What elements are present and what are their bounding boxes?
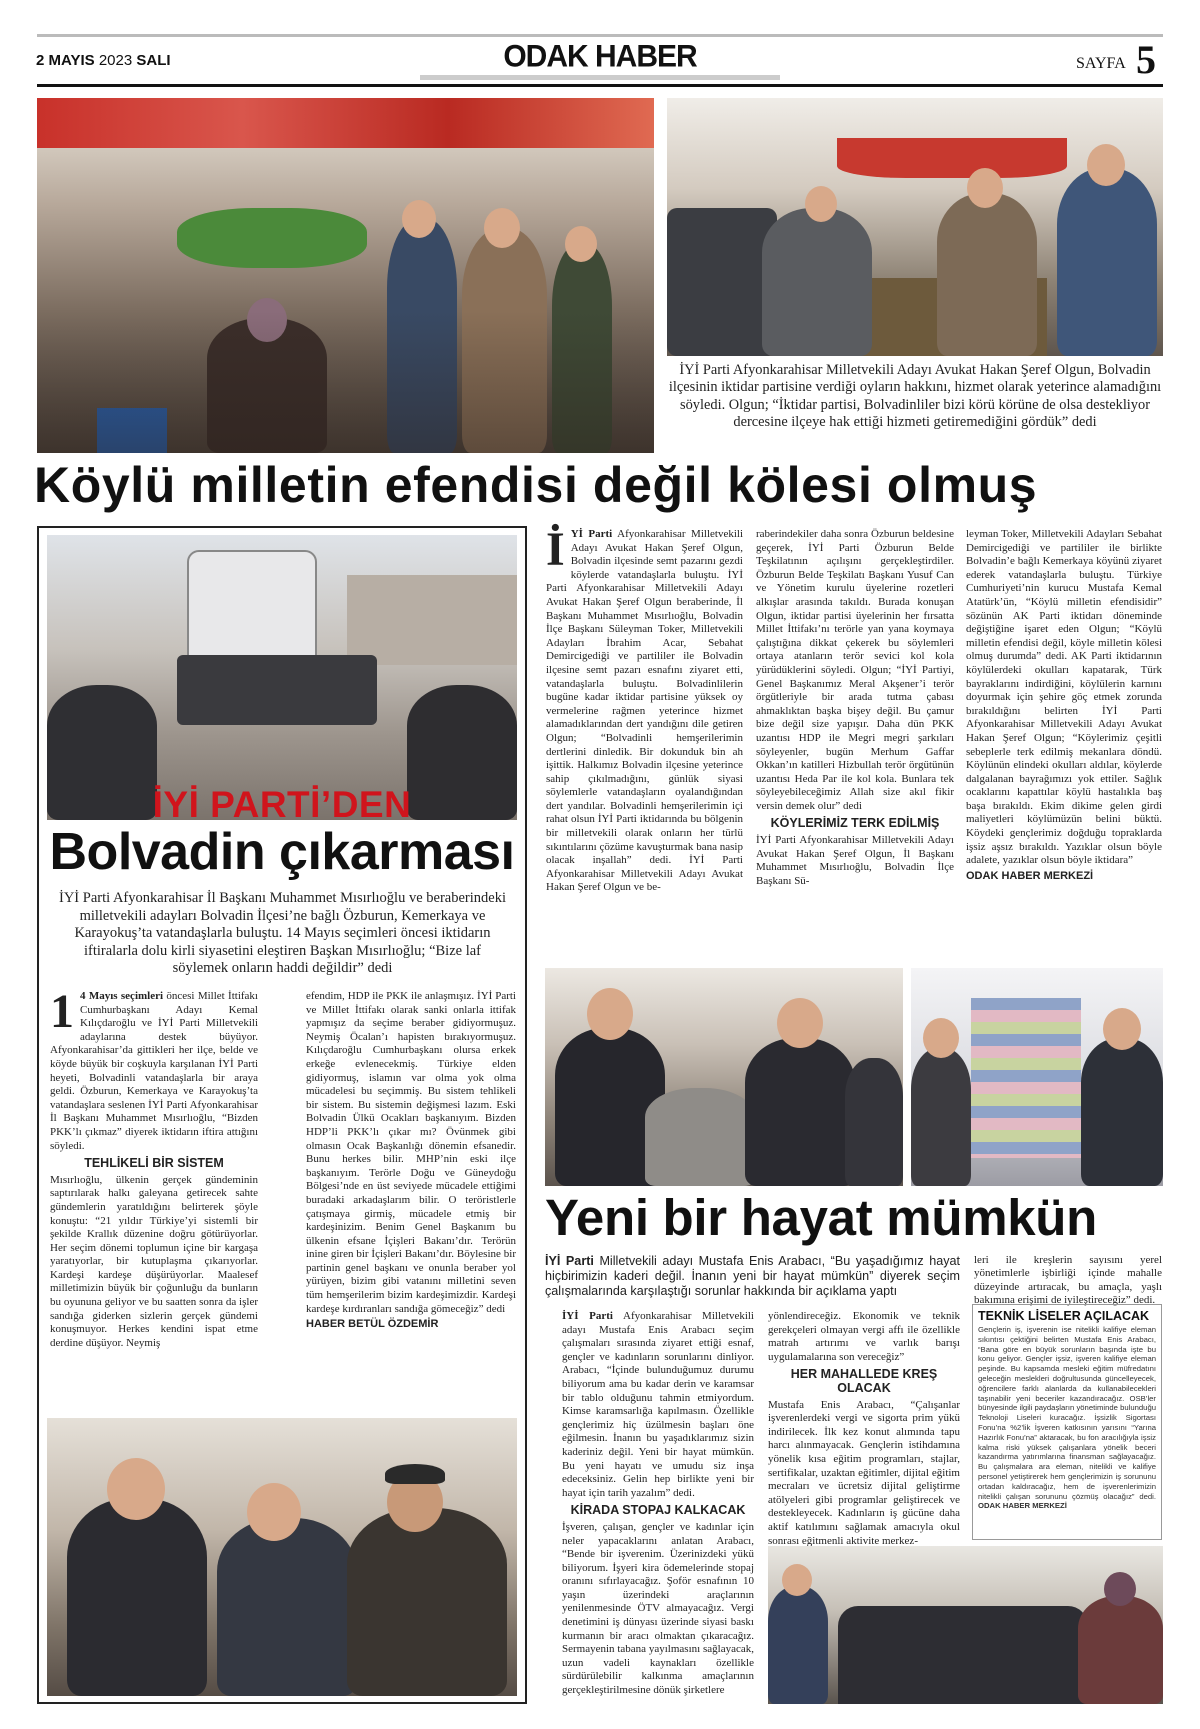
mid-col3-p1: leyman Toker, Milletvekili Adayları Sebahat Demircigediği ve partililer ile birlikte Bolvadin’e bağlı Kemerkaya köyünü ziyaret ederek vatandaşlarla buluştu. Türkiye Cumhuriyeti’nin kurucu Mustafa Kemal Atatürk’ün, “Köylü milletin efendisidir” sözünün AK Parti iktidarı döneminde değiştiğine işaret eden Olgun; “Köylü milletin efendisi değil, köyle milletin kölesi olmuş durumda” dedi. AK Parti iktidarının köylülerdeki okulları kapatarak, Türk bayraklarını indirdiğini, köylülerin karnını doyurmak için şehire göç etmek zorunda bırakıldığını belirten İYİ Parti Afyonkarahisar Milletvekili Adayı Avukat Hakan Şeref Olgun; “Köylerimiz çeşitli sebeplerle terk edilmiş mekanlara döndü. Köylünün elindeki okulları aldılar, köylerde dalgalanan bayrağımızı yok ettiler. Sağlık ocaklarını kapattılar köylü hastalıkla baş başa bırakıldı. Ekim dikime gelen girdi maliyetleri köylümüzün belini büktü. Köydeki gençlerimiz doğduğu topraklarda işsiz aşsız bırakıldı. Yazıklar olsun böyle adalete, yazıklar olsun böyle iktidara” [966, 528, 1162, 867]
building [347, 575, 517, 665]
mid-col-3 [966, 528, 1162, 958]
page-number: 5 [1136, 37, 1156, 82]
box-text: Gençlerin iş, işverenin ise nitelikli kalifiye eleman sıkıntısı çektiğini belirten Mustafa Enis Arabacı, “Bana göre en büyük sorunların başında işte bu konu geliyor. Gençler işsiz, işveren kalifiye eleman peşinde. Bu kapsamda mesleki eğitim müfredatını geleceğin meslekleri doğrultusunda güncelleyecek, öğrencilere farklı alanlarda da kullanabilecekleri taşınabilir yeni beceriler kazandıracağız. OSB’ler bünyesinde ilgili paydaşların yönetiminde bulunduğu Teknoloji Liseleri kuracağız. İşsizlik Sigortası Fonu’na %2’lik İşveren katkısının yarısını “Yarına Hazırlık Fonu’na” aktaracak, bu fon aracılığıyla işsiz kalma riski yüksek çalışanlara yönelik beceri kazandırma yatırımlarına finansman sağlayacağız. Bu çalışmalara ara eleman, nitelikli ve kalifiye personel yetiştirerek hem gençlerimizin iş sorununu ortadan kaldıracağız, hem de işverenlerimizin nitelikli çalışan sorununu çözmüş olacağız” dedi. [978, 1325, 1156, 1501]
bottom-lead-text: Milletvekili adayı Mustafa Enis Arabacı, “Bu yaşadığımız hayat hiçbirimizin kaderi değil. İnanın yeni bir hayat mümkün” diyerek seçim çalışmalarında karşılaştığı sorunlar hakkında bir açıklama yaptı [545, 1254, 961, 1299]
left-drop-cap: 1 [50, 985, 74, 1038]
market-umbrella [37, 98, 654, 148]
paper-name: ODAK HABER [503, 39, 697, 74]
bottom-col1-p2: İşveren, çalışan, gençler ve kadınlar için neler yapacaklarını anlatan Arabacı, “Bende bir işverenim. Üzerinizdeki yükü biliyorum. İşyeri kira ödemelerinde stopaj oranını sıfırlayacağız. Şoför esnafının 10 yaşın üzerindeki araçlarının yenilenmesinde ÖTV almayacağız. Vergi denetimini iş dünyası üzerinde siyasi baskı kurmanın bir aracı olmaktan çıkaracağız. Sermayenin tabana yayılmasını sağlayacak, uzun vadeli kaynakları özellikle sürdürülebilir kalkınma amaçlarının gerçekleştirilmesine dönük şirketlere [562, 1520, 754, 1697]
box-byline: ODAK HABER MERKEZİ [978, 1501, 1067, 1511]
paper-name-underline [420, 75, 780, 80]
bottom-col2-subhead: HER MAHALLEDE KREŞ OLACAK [790, 1367, 938, 1395]
header-date [36, 52, 171, 69]
bottom-col1-subhead: KİRADA STOPAJ KALKACAK [570, 1503, 746, 1518]
header-date-year: 2023 [98, 52, 133, 69]
arabaci-photo-shop [911, 968, 1163, 1186]
bottom-col1-p1: Afyonkarahisar Milletvekili adayı Mustafa Enis Arabacı seçim çalışmaları sırasında ziyaret ettiği esnaf, gençler ve kadınların sorunlarını dinliyor. Arabacı, “İçinde bulunduğumuz durumu biliyorum ama bu kadar derin ve karamsar bir tablo olduğunu tahmin etmiyordum. Kimse karamsarlığa kapılmasın. Özellikle gençlerimiz hiç üzülmesin başları öne eğilmesin. İnanın bu yaşadıklarımız sizin kaderiniz değil. Yeni bir hayat mümkün. Bu yeni hayatı ve umudu siz inşa edeceksiniz. Gelin hep birlikte yeni bir hayat için tarih yazalım” dedi. [562, 1310, 754, 1499]
left-col-1 [50, 985, 258, 1410]
page-label: SAYFA [1076, 55, 1126, 72]
mid-col-1 [546, 523, 743, 958]
mid-col2-p2: İYİ Parti Afyonkarahisar Milletvekili Adayı Avukat Hakan Şeref Olgun, İl Başkanı Muhammet Mısırlıoğlu, Bolvadin İlçe Başkanı Sü- [756, 834, 954, 887]
phone-case-wall [971, 998, 1081, 1158]
bolvadin-photo [47, 535, 517, 820]
bottom-col2-p1: yönlendireceğiz. Ekonomik ve teknik gerekçeleri olmayan vergi affı ile özellikle matrah artırımı ve varlık barışı uygulamalarına son vereceğiz” [768, 1310, 960, 1363]
market-photo-left [37, 98, 654, 453]
mid-byline: ODAK HABER MERKEZİ [966, 869, 1094, 882]
top-photo-caption: İYİ Parti Afyonkarahisar Milletvekili Adayı Avukat Hakan Şeref Olgun, Bolvadin ilçesinin iktidar partisine verdiği oyların hakkını, hizmet olarak yeterince alamadığını söyledi. Olgun; “İktidar partisi, Bolvadinliler bizi körü körüne de olsa destekliyor dercesine ilçeye hak ettiği hizmeti getiremediğini gördük” dedi [668, 362, 1162, 430]
top-headline: Köylü milletin efendisi değil kölesi olmuş [34, 457, 1038, 513]
flat-cap [385, 1464, 445, 1484]
bottom-col-2 [768, 1310, 960, 1547]
left-col2-p1: efendim, HDP ile PKK ile anlaşmışız. İYİ Parti ve Millet İttifakı olarak sanki onlarla ittifak yapmışız da seçime beraber gidiyormuşuz. Neymiş Öcalan’ı hapisten bırakıyormuşuz. Kılıçdaroğlu Cumhurbaşkanı olursa erkek erkeğe evlenecekmiş. Türkiye elden gidiyormuş, islamın var olma yok olma mücadelesi bu seçimmiş. Bu sistem tehlikeli bir sistem. Bu sistemin değişmesi lazım. Eski Bolvadin Ülkü Ocakları başkanıyım. Bizden HDP’li PKK’lı çıkar mı? Övünmek gibi olmasın Ocak Başkanlığı dönemin efsanedir. Bunu herkes bilir. MHP’nin eski ilçe başkanıyım. Terörle Doğu ve Güneydoğu Bölgesi’nde en üst seviyede mücadele ettiğimi buradaki arkadaşlarım bilir. O teröristlerle çatışmaya girmiş, mücadele etmiş bir kardeşinizim. Benim Genel Başkanım bu ülkenin efsane İçişleri Bakanı’dır. Terörün inine giren bir İçişleri Bakanı’dır. Böylesine bir partinin genel başkanı ve onunla beraber yol yürüyen, bizim gibi vatanını milletini seven tüm hemşerilerim bizim kardeşimizdir. Kardeşi kardeşe kırdıranları sandığa gömeceğiz” dedi [306, 990, 516, 1315]
embrace-photo [47, 1418, 517, 1696]
mid-col1-p1: Afyonkarahisar Milletvekili Adayı Avukat Hakan Şeref Olgun, Bolvadin ilçesinde semt pazarını gezdi köylerde vatandaşlarla buluştu. İYİ Parti Afyonkarahisar Milletvekili Adayı Avukat Hakan Şeref Olgun beraberinde, İl Başkanı Muhammet Mısırlıoğlu, Bolvadin İlçe Başkanı Süleyman Toker, Milletvekili Adayları İbrahim Acar, Sebahat Demircigediği ve partililer ile Bolvadin ilçesine semt pazarı esnafını ziyaret etti, vatandaşlarla buluştu. Bolvadinlilerin bugüne kadar iktidar partisine yüksek oy vermelerine rağmen yeterince hizmet alamadıklarından dert yandığını dile getiren Olgun; “Bolvadinli hemşerilerimin dertlerini dinledik. Bir dokunduk bin ah işittik. Halkımız Bolvadin ilçesine yeterince sahip çıkılmadığını, günlük siyasi söylemlerle vatandaşların oyalandığından dert yandılar. Bolvadinli hemşerilerimin içi rahat olsun İYİ Parti iktidarında bu bölgenin bir milletvekili olarak onların her türlü sıkıntılarını çözüme kavuşturmak bana nasip olacak inşallah” dedi. İYİ Parti Afyonkarahisar Milletvekili Adayı Avukat Hakan Şeref Olgun ve be- [546, 528, 743, 894]
left-byline: HABER BETÜL ÖZDEMİR [306, 1318, 439, 1331]
parked-car [667, 208, 777, 356]
left-lead: İYİ Parti Afyonkarahisar İl Başkanı Muhammet Mısırlıoğlu ve beraberindeki milletvekili adayları Bolvadin İlçesi’ne bağlı Özburun, Kemerkaya ve Karayokuş’ta vatandaşlarla buluştu. 14 Mayıs seçimleri öncesi iktidarın iftiralarla dolu kirli siyasetini eleştiren Başkan Mısırlıoğlu; “Bize laf söylemek onların haddi değildir” dedi [59, 890, 506, 976]
mid-col2-p1: raberindekiler daha sonra Özburun beldesine geçerek, İYİ Parti Özburun Belde Teşkilatının açılışını gerçekleştirdiler. Özburun Belde Teşkilatı Başkanı Yusuf Can ve Yönetim kurulu üyelerine rozetleri alkışlar arasında takıldı. Burada konuşan Olgun, iktidar partisi üyelerinin her fırsatta Millet İttifakı’nı terörle yan yana koymaya çalıştığına dikkat çekerek bu söylemleri ortaya atanların terör sevici kol kola yürüdüklerini söyledi. Olgun; “İYİ Partiyi, Genel Başkanımız Meral Akşener’i terör örgütleriyle bir arada tutma çabası ahmaklıktan başka bişey değil. Bu çamur bize değil size yapışır. Daha dün PKK uzantısı HDP ile Megri megri şarkıları söyleyenler, bugün Merhum Gaffar Okkan’ın katilleri Hizbullah terör örgütünün uzantısı Heda Par ile kol kola. Bunlara tek söyleyebileceğimiz Allah size akıl fikir versin demek olur” dedi [756, 528, 954, 812]
bottom-lead-cont: leri ile kreşlerin sayısını yerel yönetimlerle işbirliği içinde mahalle düzeyinde artıracak, bu amaçla, yaşlı bakımına erişimi de iyileştireceğiz” dedi. [974, 1254, 1162, 1307]
bottom-lead [545, 1254, 960, 1300]
bottom-col2-p2: Mustafa Enis Arabacı, “Çalışanlar işverenlerdeki vergi ve sigorta prim yükü indirilecek. İlk kez konut alımında tapu harcı alınmayacak. Gençlerin istihdamına yönelik kısa eğitim programları, stajlar, sertifikalar, uzaktan eğitimler, dijital eğitim mecraları ve ücretsiz dijital geliştirme atölyeleri gibi programlar geliştirecek ve destekleyecek. Kadınların iş gücüne daha aktif katılımını sağlamak amacıyla okul sonrası eğitmenli aktivite merkez- [768, 1398, 960, 1547]
left-subhead: TEHLİKELİ BİR SİSTEM [84, 1156, 224, 1171]
mid-drop-cap: İ [546, 523, 565, 576]
arabaci-photo-street [545, 968, 903, 1186]
teknik-liseler-box [972, 1304, 1162, 1540]
header-date-day: 2 MAYIS [36, 52, 95, 69]
market-awning [837, 138, 1067, 178]
left-kicker: İYİ PARTİ’DEN [152, 784, 412, 825]
left-headline: Bolvadin çıkarması [49, 823, 515, 881]
box-title: TEKNİK LİSELER AÇILACAK [978, 1309, 1150, 1323]
bottom-lead-bold: İYİ Parti [545, 1254, 594, 1268]
header-bottom-rule [37, 84, 1163, 87]
crowd-photo [768, 1546, 1163, 1704]
market-photo-right [667, 98, 1163, 356]
left-col-2 [306, 990, 516, 1410]
left-col1-bold: 4 Mayıs seçimleri [80, 990, 164, 1002]
bottom-headline: Yeni bir hayat mümkün [545, 1189, 1098, 1246]
mid-col-2 [756, 528, 954, 958]
vegetable-stall [177, 208, 367, 268]
bottom-col1-bold: İYİ Parti [562, 1310, 613, 1322]
header-date-weekday: SALI [136, 52, 171, 69]
left-col1-p2: Mısırlıoğlu, ülkenin gerçek gündeminin saptırılarak halkı galeyana getirecek sahte gündemlerin yaratıldığını belirterek şöyle konuştu: “21 yıldır Türkiye’yi sistemli bir şekilde Krallık düzenine doğru götürüyorlar. Her seçim dönemi toplumun içine bir kargaşa yaratıyorlar, bir kutuplaşma çıkarıyorlar. Kardeşi kardeşe düşürüyorlar. Maalesef milletimizin büyük bir çoğunluğu da bunların bu oyununa geliyor ve bu saatten sonra da işler sandığa giderken sizlerin gerçek gündemi konuşmuyor. Herkes kendini ispat etme derdine düşüyor. Neymiş [50, 1173, 258, 1349]
bottom-col-1 [562, 1310, 754, 1704]
header-top-rule [37, 34, 1163, 37]
mid-subhead: KÖYLERİMİZ TERK EDİLMİŞ [770, 816, 940, 831]
mid-col1-bold: Yİ Parti [570, 528, 613, 540]
left-col1-p1: öncesi Millet İttifakı Cumhurbaşkanı Adayı Kemal Kılıçdaroğlu ve İYİ Parti Milletvekili adaylarına destek büyüyor. Afyonkarahisar’da gittikleri her ilçe, belde ve köyde büyük bir coşkuyla karşılanan İYİ Parti heyeti, Bolvadinli vatandaşlarla bir araya geldi. Özburun, Kemerkaya ve Karayokuş’ta vatandaşlara seslenen İYİ Parti Afyonkarahisar İl Başkanı Muhammet Mısırlıoğlu, “Bizden PKK’lı çıkmaz” diyerek iktidarın iftira attığını söyledi. [50, 990, 258, 1152]
